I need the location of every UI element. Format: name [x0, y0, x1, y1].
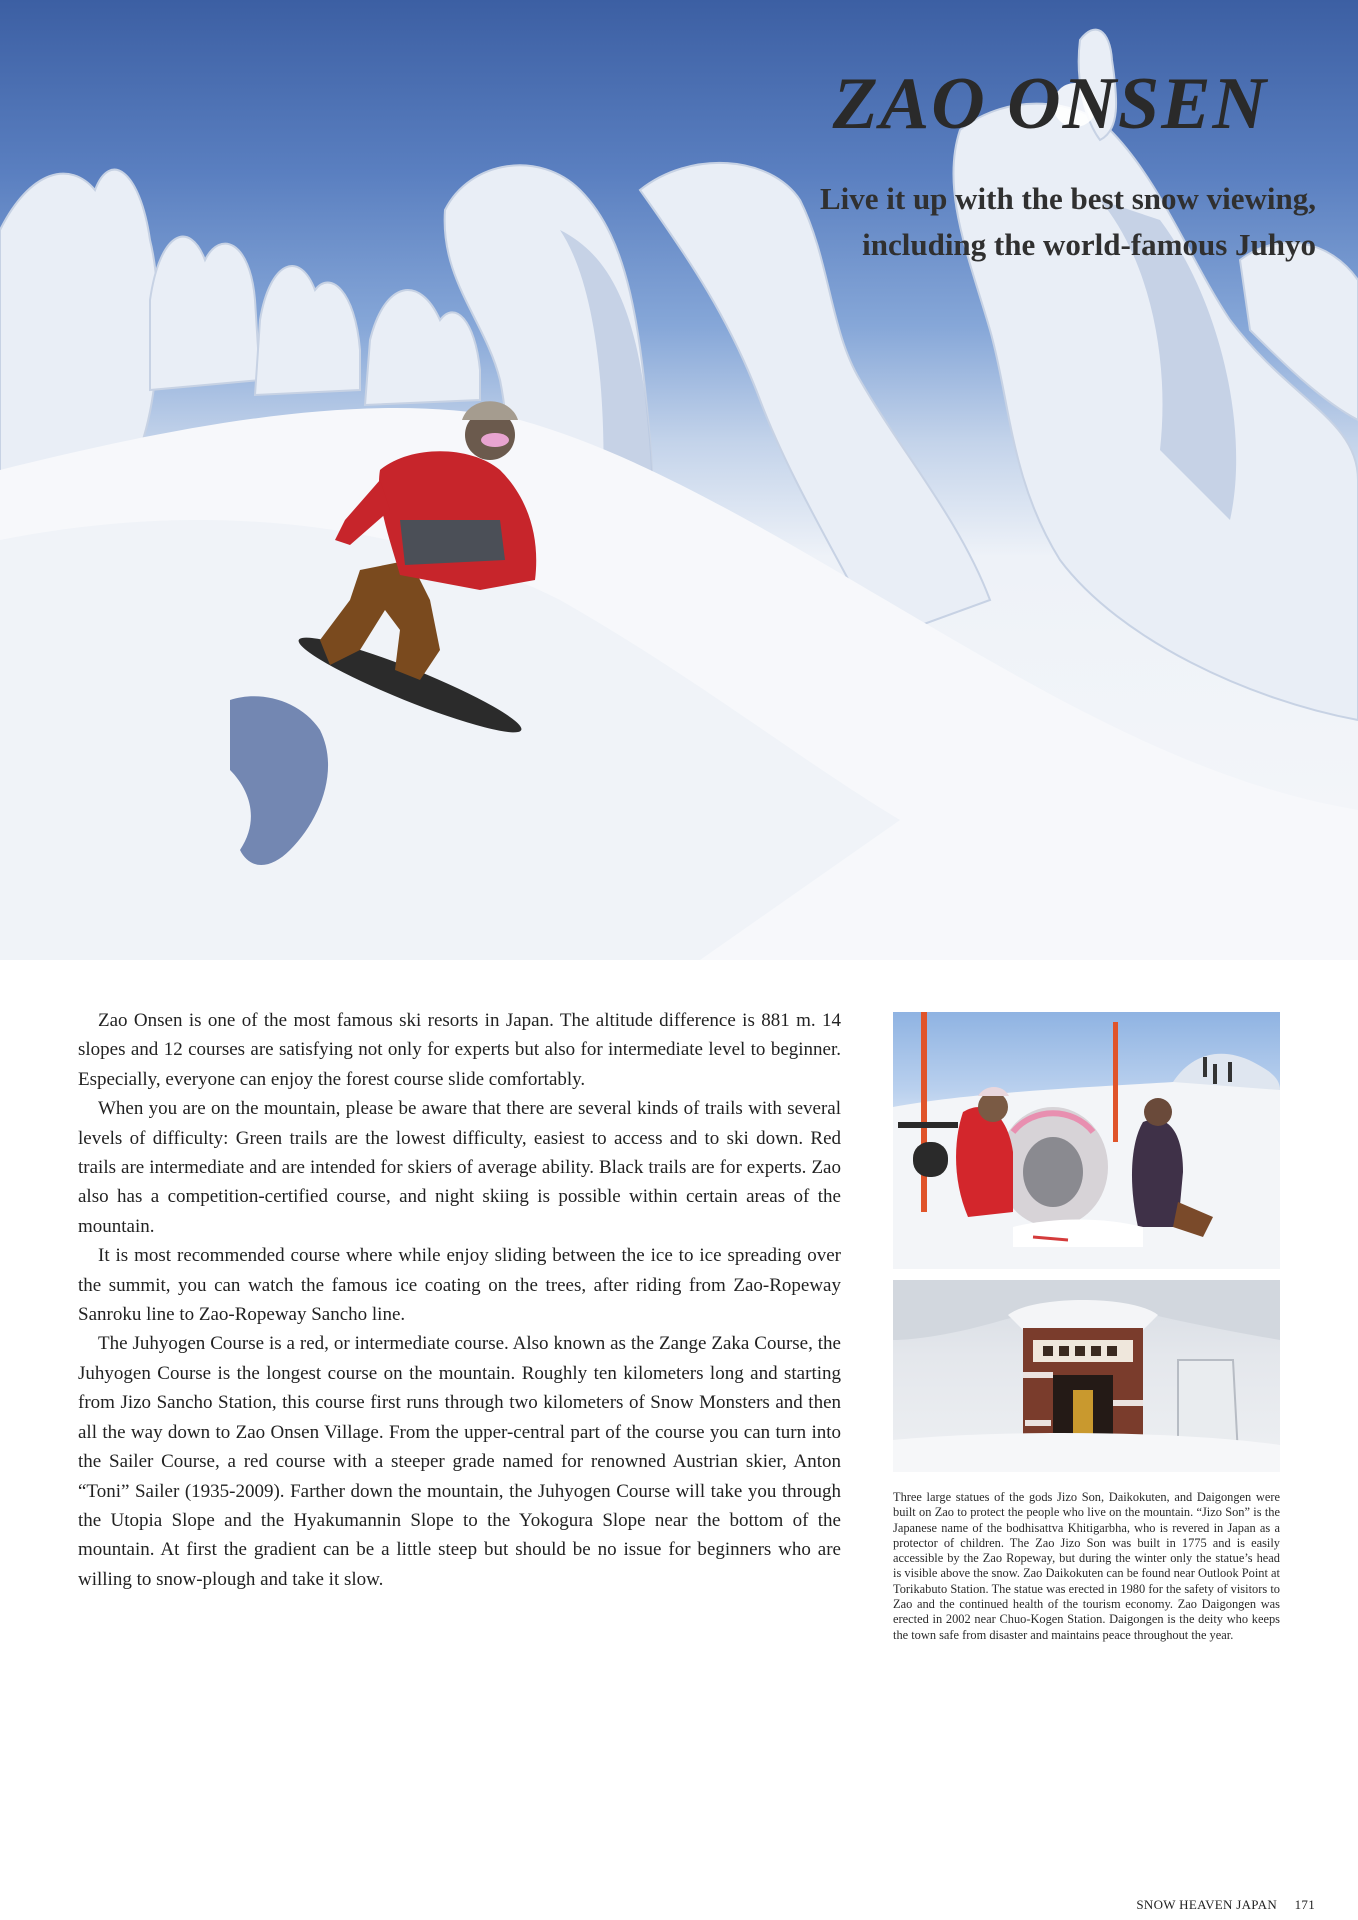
article-paragraph: It is most recommended course where while enjoy sliding between the ice to ice spreading over the summit, you can watch the famous ice coating on the trees, after riding from Zao-Ropeway Sanroku line to Zao-Ropeway Sancho line.: [78, 1245, 841, 1326]
article-paragraph: When you are on the mountain, please be aware that there are several kinds of trails with several levels of difficulty: Green trails are the lowest difficulty, easiest to access and to ski down. Red trails are intermediate and are intended for skiers of average ability. Black trails are for experts. Zao also has a competition-certified course, and night skiing is possible within certain areas of the mountain.: [78, 1098, 841, 1237]
page-number: 171: [1294, 1897, 1315, 1912]
page-subtitle: [616, 176, 1316, 268]
article-body: [78, 1006, 841, 1594]
page-title: ZAO ONSEN: [832, 63, 1268, 145]
subtitle-line-2: including the world-famous Juhyo: [862, 227, 1316, 262]
shrine-photo-illustration: [893, 1280, 1280, 1472]
page-footer: [1136, 1897, 1315, 1913]
photo-caption: Three large statues of the gods Jizo Son, Daikokuten, and Daigongen were built on Zao to protect the people who live on the mountain. “Jizo Son” is the Japanese name of the bodhisattva Khitigarbha, who is revered in Japan as a protector of children. The Zao Jizo Son was built in 1775 and is easily accessible by the Zao Ropeway, but during the winter only the statue’s head is visible above the snow. Zao Daikokuten can be found near Outlook Point at Torikabuto Station. The statue was erected in 1980 for the safety of visitors to Zao and the continued health of the tourism economy. Zao Daigongen was erected in 2002 near Chuo-Kogen Station. Daigongen is the deity who keeps the town safe from disaster and maintains peace throughout the year.: [893, 1490, 1280, 1642]
jizo-photo-illustration: [893, 1012, 1280, 1269]
subtitle-line-1: Live it up with the best snow viewing,: [819, 181, 1316, 216]
publication-name: SNOW HEAVEN JAPAN: [1136, 1897, 1278, 1912]
article-paragraph: Zao Onsen is one of the most famous ski resorts in Japan. The altitude difference is 881 m. 14 slopes and 12 courses are satisfying not only for experts but also for intermediate level to beginner. Especially, everyone can enjoy the forest course slide comfortably.: [78, 1010, 841, 1090]
jizo-statue-photo: [893, 1012, 1280, 1269]
article-paragraph: The Juhyogen Course is a red, or intermediate course. Also known as the Zange Zaka Course, the Juhyogen Course is the longest course on the mountain. Roughly ten kilometers long and starting from Jizo Sancho Station, this course first runs through two kilometers of Snow Monsters and then all the way down to Zao Onsen Village. From the upper-central part of the course you can turn into the Sailer Course, a red course with a steeper grade named for renowned Austrian skier, Anton “Toni” Sailer (1935-2009). Farther down the mountain, the Juhyogen Course will take you through the Utopia Slope and the Hyakumannin Slope to the Yokogura Slope near the bottom of the mountain. At first the gradient can be a little steep but should be no issue for beginners who are willing to snow-plough and take it slow.: [78, 1333, 841, 1590]
shrine-photo: [893, 1280, 1280, 1472]
